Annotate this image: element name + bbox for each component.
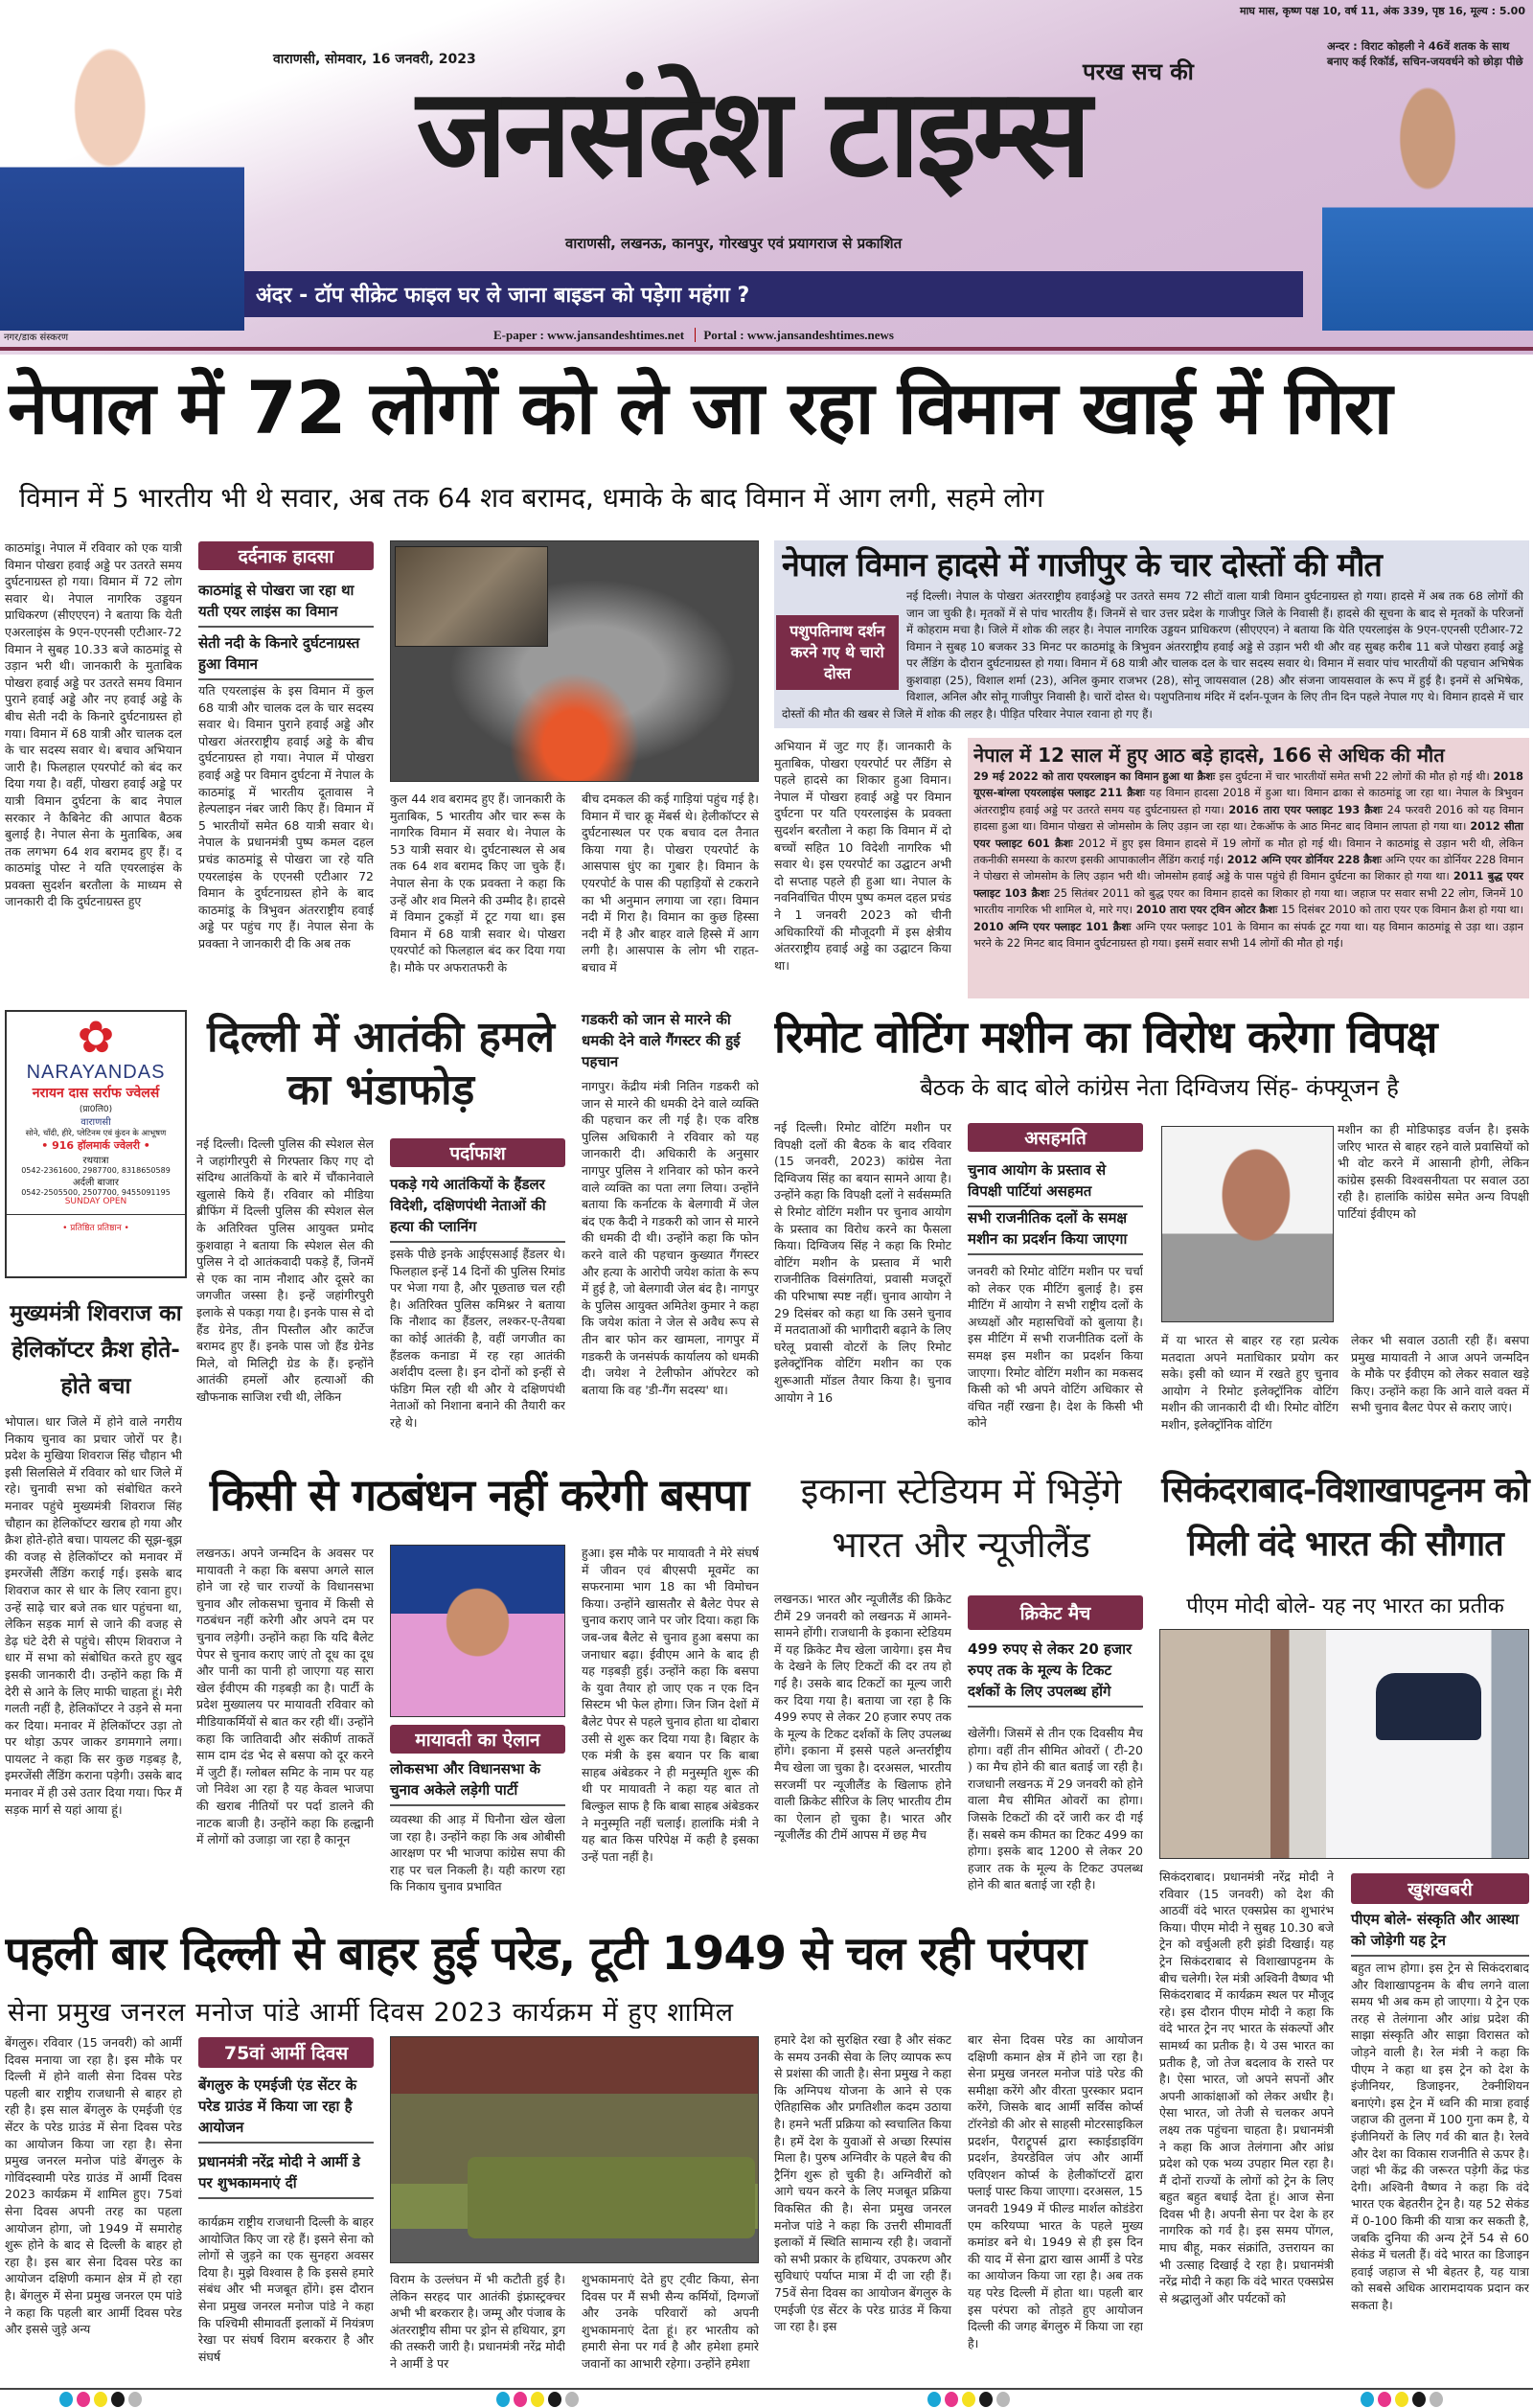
ad-name: नरायन दास सर्राफ ज्वेलर्स [32,1086,160,1101]
registration-dot [1361,2392,1374,2407]
biden-photo [0,34,244,331]
history-item [973,770,1494,783]
terror-label: पर्दाफाश [390,1138,565,1167]
evm-subhead: बैठक के बाद बोले कांग्रेस नेता दिग्विजय सिंह- कंफ्यूजन है [920,1074,1399,1101]
registration-dot [128,2392,142,2407]
army-col-5: हमारे देश को सुरक्षित रखा है और संकट के समय उनकी सेवा के लिए व्यापक रूप से प्रशंसा की जाती है। सेना प्रमुख ने कहा कि अग्निपथ योजना के आने से एक ऐतिहासिक और प्रगतिशील कदम उठाया है। हमने भर्ती प्रक्रिया को स्वचालित किया है। हमें देश के युवाओं से अच्छा रिस्पांस मिला है। पुरुष अग्निवीर के पहले बैच की ट्रैनिंग शुरू हो चुकी है। अग्निवीरों को आगे चयन करने के लिए मजबूत प्रक्रिया विकसित की है। सेना प्रमुख जनरल मनोज पांडे ने कहा कि उत्तरी सीमावर्ती इलाकों में स्थिति सामान्य रही है। जवानों को सभी प्रकार के हथियार, उपकरण और सुविधाएं पर्याप्त मात्रा में दी जा रही हैं। 75वें सेना दिवस का आयोजन बेंगलुरु के एमईजी एंड सेंटर के परेड ग्राउंड में किया जा रहा है। इस [774,2032,951,2334]
registration-dot [548,2392,561,2407]
registration-dot [927,2392,941,2407]
army-subhead: सेना प्रमुख जनरल मनोज पांडे आर्मी दिवस 2023 कार्यक्रम में हुए शामिल [8,1998,735,2028]
ad-pvt: (प्रा0लि0) [79,1105,113,1114]
train-window [1376,1673,1481,1740]
registration-dot [514,2392,527,2407]
ad-branch-1: रथयात्रा [82,1156,109,1166]
bsp-col-3: हुआ। इस मौके पर मायावती ने मेरे संघर्ष में जीवन एवं बीएसपी मूवमेंट का सफरनामा भाग 18 का भी विमोचन किया। उन्होंने खासतौर से बैलेट पेपर से चुनाव कराए जाने पर जोर दिया। कहा कि जब-जब बैलेट से चुनाव हुआ बसपा का जनाधार बढ़ा। ईवीएम आने के बाद ही यह गड़बड़ी हुई। उन्होंने कहा कि बसपा के युवा तैयार हो जाए एक न एक दिन सिस्टम भी फेल होगा। जिन जिन देशों में बैलेट पेपर से पहले चुनाव होता था दोबारा उसी से शुरू कर दिया गया है। बिहार के एक मंत्री के इस बयान पर कि बाबा साहब अंबेडकर ने ही मनुस्मृति शुरू की थी पर मायावती ने कहा यह बात तो बिल्कुल साफ है कि बाबा साहब अंबेडकर ने मनुस्मृति नहीं चलाई। हालांकि मंत्री ने यह बात किस परिपेक्ष में कही है इसका उन्हें पता नहीं है। [582,1546,759,1864]
history-list [973,768,1523,952]
army-col-6: बार सेना दिवस परेड का आयोजन दक्षिणी कमान क्षेत्र में होने जा रहा है। सेना प्रमुख जनरल मनोज पांडे परेड की समीक्षा करेंगे और वीरता पुरस्कार प्रदान करेंगे, जिसके बाद आर्मी सर्विस कोर्प्स टॉरनेडो की ओर से साहसी मोटरसाइकिल प्रदर्शन, पैराट्रूपर्स द्वारा स्काईडाइविंग प्रदर्शन, डेयरडेविल जंप और आर्मी एविएशन कोर्प्स के हेलीकॉप्टरों द्वारा फ्लाई पास्ट किया जाएगा। दरअसल, 15 जनवरी 1949 में फील्ड मार्शल कोडंडेरा एम करियप्पा भारत के पहले मुख्य कमांडर बने थे। 1949 से ही इस दिन की याद में सेना द्वारा खास आर्मी डे परेड का आयोजन किया जा रहा है। अब तक यह परेड दिल्ली में होता था। पहली बार इस परंपरा को तोड़ते हुए आयोजन दिल्ली की जगह बेंगलुरु में किया जा रहा है। [968,2032,1143,2351]
nepal-label: दर्दनाक हादसा [198,541,374,570]
evm-headline: रिमोट वोटिंग मशीन का विरोध करेगा विपक्ष [774,1011,1437,1063]
registration-dot [496,2392,510,2407]
crash-photo [390,540,759,782]
nepal-col-1: काठमांडू। नेपाल में रविवार को एक यात्री विमान पोखरा हवाई अड्डे पर उतरते समय दुर्घटनाग्रस्त हो गया। विमान में 72 लोग सवार थे। नेपाल नागरिक उड्डयन प्राधिकरण (सीएएएन) ने बताया कि येती एअरलाइंस के 9एन-एएनसी एटीआर-72 विमान ने सुबह 10.33 बजे काठमांडू से उड़ान भरी थी। जानकारी के मुताबिक पोखरा हवाई अड्डे पर उतरते समय विमान पुराने हवाई अड्डे और नए हवाई अड्डे के बीच सेती नदी के किनारे दुर्घटनाग्रस्त हो गया। विमान में 68 यात्री और चालक दल के चार सदस्य सवार थे। बचाव अभियान जारी है। फिलहाल एयरपोर्ट को बंद कर दिया गया है। वहीं, पोखरा हवाई अड्डे पर यात्री विमान दुर्घटना के बाद नेपाल सरकार ने कैबिनेट की आपात बैठक बुलाई है। नेपाल सेना के मुताबिक, अब तक लगभग 64 शव बरामद हुए हैं। द काठमांडू पोस्ट ने यति एयरलाइंस के प्रवक्ता सुदर्शन बरतौला के माध्यम से जानकारी दी कि दुर्घटनाग्रस्त हुए [5,540,182,909]
army-headline: पहली बार दिल्ली से बाहर हुई परेड, टूटी 1949 से चल रही परंपरा [5,1927,1087,1981]
evm-sub-2: सभी राजनीतिक दलों के समक्ष मशीन का प्रदर्शन किया जाएगा [968,1207,1143,1255]
flower-logo-icon: ✿ [77,1011,115,1063]
cricket-col-2: खेलेंगी। जिसमें से तीन एक दिवसीय मैच होगा। वहीं तीन सीमित ओवरों ( टी-20 ) का मैच होने की बात बताई जा रही है। राजधानी लखनऊ में 29 जनवरी को होने वाला मैच सीमित ओवरों का होगा। जिसके टिकटों की दरें जारी कर दी गई हैं। सबसे कम कीमत का टिकट 499 का होगा। इसके बाद 1200 से लेकर 20 हजार तक के मूल्य के टिकट उपलब्ध होने की बात बताई जा रही है। [968,1726,1143,1892]
terror-sub: पकड़े गये आतंकियों के हैंडलर विदेशी, दक्षिणपंथी नेताओं की हत्या की प्लानिंग [390,1174,565,1243]
bsp-label: मायावती का ऐलान [390,1725,565,1754]
gadkari-body: नागपुर। केंद्रीय मंत्री नितिन गडकरी को जान से मारने की धमकी देने वाले व्यक्ति की पहचान कर ली गई है। एक वरिष्ठ पुलिस अधिकारी ने रविवार को यह जानकारी दी। अधिकारी के अनुसार नागपुर पुलिस ने शनिवार को फोन करने वाले व्यक्ति का पता लगा लिया। उन्होंने बताया कि कर्नाटक के बेलगावी में जेल बंद एक कैदी ने गडकरी को जान से मारने की धमकी दी थी। उन्होंने कहा कि फोन करने वाले की पहचान कुख्यात गैंगस्टर और हत्या के आरोपी जयेश कांता के रूप में हुई है, जो बेलगावी जेल बंद है। नागपुर के पुलिस आयुक्त अमितेश कुमार ने कहा कि जयेश कांता ने जेल से अवैध रूप से तीन बार फोन कर खामला, नागपुर में गडकरी के जनसंपर्क कार्यालय को धमकी दी। जयेश ने टेलीफोन ऑपरेटर को बताया कि वह 'डी-गैंग सदस्य' था। [582,1079,759,1397]
ad-footer: • प्रतिष्ठित प्रतिष्ठान • [7,1214,185,1233]
registration-dot [111,2392,125,2407]
bsp-col-2: व्यवस्था की आड़ में घिनौना खेल खेला जा रहा है। उन्होंने कहा कि अब ओबीसी आरक्षण पर भी भाजपा कांग्रेस सपा की राह पर चल निकली है। यही कारण रहा कि निकाय चुनाव प्रभावित [390,1812,565,1894]
history-box [968,738,1529,998]
ghazipur-body: नई दिल्ली। नेपाल के पोखरा अंतरराष्ट्रीय हवाईअड्डे पर उतरते समय 72 सीटों वाला यात्री विमान दुर्घटनाग्रस्त हो गया। हादसे में अब तक 68 लोगों की जान जा चुकी है। मृतकों में से पांच भारतीय हैं। जिनमें से चार उत्तर प्रदेश के गाजीपुर जिले के निवासी हैं। हादसे की सूचना के बाद से मृतकों के परिजनों में कोहराम मचा है। जिले में शोक की लहर है। नेपाल नागरिक उड्डयन प्राधिकरण (सीएएएन) ने बताया कि येति एयरलाइंस के 9एन-एएनसी एटीआर-72 विमान ने सुबह 10 बजकर 33 मिनट पर काठमांडू के त्रिभुवन अंतरराष्ट्रीय हवाई अड्डे से उड़ान भरी थी और वह सुबह करीब 11 बजे पोखरा हवाई अड्डे पर लैंडिंग के दौरान दुर्घटनाग्रस्त हो गया। विमान में 68 यात्री और चालक दल के चार सदस्य सवार थे। विमान में सवार पांच भारतीयों की पहचान अभिषेक कुशवाहा (25), विशाल शर्मा (23), अनिल कुमार राजभर (28), सोनू जायसवाल (28) और संजना जायसवाल के रूप में हुई है। इनमें से अभिषेक, विशाल, अनिल और सोनू गाजीपुर निवासी है। चारों दोस्त थे। पशुपतिनाथ मंदिर में दर्शन-पूजन के लिए तीन दिन पहले नेपाल गए थे। विमान हादसे में चार दोस्तों की मौत की खबर से जिले में शोक की लहर है। पीड़ित परिवार नेपाल रवाना हो गए हैं। [782,589,1523,721]
history-item-text: अग्नि एयर फ्लाइट 101 के विमान का संपर्क टूट गया था। यह विमान काठमांडू से उड़ा था। उड़ान भरने के 22 मिनट बाद विमान दुर्घटनाग्रस्त हो गया। इसमें सवार सभी 14 लोगों की मौत हो गई। [973,920,1524,951]
registration-dot [1430,2392,1443,2407]
published-cities: वाराणसी, लखनऊ, कानपुर, गोरखपुर एवं प्रयागराज से प्रकाशित [565,235,903,252]
lead-subhead: विमान में 5 भारतीय भी थे सवार, अब तक 64 शव बरामद, धमाके के बाद विमान में आग लगी, सहमे लोग [19,482,1044,514]
edition: नगर/डाक संस्करण [4,333,69,343]
history-headline: नेपाल में 12 साल में हुए आठ बड़े हादसे, 166 से अधिक की मौत [973,744,1445,767]
nepal-col-2: यति एयरलाइंस के इस विमान में कुल 68 यात्री और चालक दल के चार सदस्य सवार थे। विमान पुराने हवाई अड्डे और पोखरा अंतरराष्ट्रीय हवाई अड्डे के बीच दुर्घटनाग्रस्त हो गया। नेपाल में पोखरा हवाई अड्डे पर विमान दुर्घटना में नेपाल के काठमांडू में भारतीय दूतावास ने हेल्पलाइन नंबर जारी किए हैं। विमान में 5 भारतीयों समेत 68 यात्री सवार थे। नेपाल के प्रधानमंत्री पुष्प कमल दहल प्रचंड काठमांडू से पोखरा जा रहे यति एयरलाइंस के एएनसी एटीआर 72 विमान के दुर्घटनाग्रस्त होने के बाद काठमांडू के त्रिभुवन अंतरराष्ट्रीय हवाई अड्डे पर पहुंच गए हैं। नेपाल सेना के प्रवक्ता ने जानकारी दी कि अब तक [198,683,374,951]
terror-headline: दिल्ली में आतंकी हमले का भंडाफोड़ [207,1013,555,1114]
dateline: वाराणसी, सोमवार, 16 जनवरी, 2023 [273,52,476,67]
history-item-text: 15 दिसंबर 2010 को तारा एयर एक विमान क्रैश हो गया था। [1281,904,1523,917]
vande-col-1: सिकंदराबाद। प्रधानमंत्री नरेंद्र मोदी ने रविवार (15 जनवरी) को देश की आठवीं वंदे भारत एक्सप्रेस का शुभारंभ किया। पीएम मोदी ने सुबह 10.30 बजे ट्रेन को वर्चुअली हरी झंडी दिखाई। यह ट्रेन सिकंदराबाद से विशाखापट्टनम के बीच चलेगी। रेल मंत्री अश्विनी वैष्णव भी सिकंदराबाद में कार्यक्रम स्थल पर मौजूद रहे। इस दौरान पीएम मोदी ने कहा कि वंदे भारत ट्रेन नए भारत के संकल्पों और सामर्थ्य का प्रतीक है। ये उस भारत का प्रतीक है, जो तेज बदलाव के रास्ते पर है। ऐसा भारत, जो अपने सपनों और अपनी आकांक्षाओं को लेकर अधीर है। ऐसा भारत, जो तेजी से चलकर अपने लक्ष्य तक पहुंचना चाहता है। प्रधानमंत्री ने कहा कि आज तेलंगाना और आंध्र प्रदेश को एक भव्य उपहार मिल रहा है। मैं दोनों राज्यों के लोगों को ट्रेन के लिए बहुत बहुत बधाई देता हूं। आज सेना दिवस भी है। अपनी सेना पर देश के हर नागरिक को गर्व है। इस समय पोंगल, माघ बीहू, मकर संक्रांति, उत्तरायन का भी उत्साह दिखाई दे रहा है। प्रधानमंत्री नरेंद्र मोदी ने कहा कि वंदे भारत एक्सप्रेस से श्रद्धालुओं और पर्यटकों को [1159,1869,1334,2305]
registration-marks [1361,2392,1443,2407]
history-item-title: 2012 सीता एयर फ्लाइट 601 क्रैशः [973,820,1523,850]
vande-col-2: बहुत लाभ होगा। इस ट्रेन से सिकंदराबाद और विशाखापट्टनम के बीच लगने वाला समय भी अब कम हो जाएगा। ये ट्रेन एक तरह से तेलंगाना और आंध्र प्रदेश की साझा संस्कृति और साझा विरासत को जोड़ने वाली है। रेल मंत्री ने कहा कि पीएम ने कहा था इस ट्रेन को देश के इंजीनियर, डिजाइनर, टेक्नीशियन बनाएंगे। इस ट्रेन में ध्वनि की मात्रा हवाई जहाज की तुलना में 100 गुना कम है, ये इंजीनियरों के लिए गर्व की बात है। रेलवे और देश का विकास राजनीति से ऊपर है। जहां भी केंद्र की जरूरत पड़ेगी केंद्र फंड देगी। अश्विनी वैष्णव ने कहा कि वंदे भारत एक बेहतरीन ट्रेन है। यह 52 सेकंड में 0-100 किमी की यात्रा कर सकती है, जबकि दुनिया की अन्य ट्रेनें 54 से 60 सेकंड में चलती हैं। वंदे भारत का डिजाइन हवाई जहाज से भी बेहतर है, यह यात्रा को सबसे अधिक आरामदायक प्रदान कर सकता है। [1351,1961,1529,2312]
nepal-sub-2: सेती नदी के किनारे दुर्घटनाग्रस्त हुआ विमान [198,632,374,680]
history-item-title: 2010 अग्नि एयर फ्लाइट 101 क्रैशः [973,920,1136,933]
registration-dot [979,2392,993,2407]
issue-meta: माघ मास, कृष्ण पक्ष 10, वर्ष 11, अंक 339, पृष्ठ 16, मूल्य : 5.00 [1239,5,1525,17]
history-item-title: 2012 अग्नि एयर डोर्नियर 228 क्रैशः [1226,854,1385,867]
kohli-photo [1322,84,1533,331]
bsp-col-1: लखनऊ। अपने जन्मदिन के अवसर पर मायावती ने कहा कि बसपा अगले साल होने जा रहे चार राज्यों के विधानसभा चुनाव और लोकसभा चुनाव में किसी से गठबंधन नहीं करेगी और अपने दम पर चुनाव लड़ेगी। उन्होंने कहा कि यदि बैलेट पेपर से चुनाव कराए जाएं तो दूध का दूध और पानी का पानी हो जाएगा यह सारा खेल ईवीएम की गड़बड़ी का है। पार्टी के प्रदेश मुख्यालय पर मायावती रविवार को मीडियाकर्मियों से बात कर रही थीं। उन्होंने कहा कि जातिवादी और संकीर्ण ताकतें साम दाम दंड भेद से बसपा को दूर करने में जुटी हैं। ग्लोबल समिट के नाम पर यह जो निवेश आ रहा है यह केवल भाजपा की खराब नीतियों पर पर्दा डालने की नाटक बाजी है। उन्होंने कहा कि हल्द्वानी में लोगों को उजाड़ा जा रहा है कानून [196,1546,374,1847]
evm-col-2: जनवरी को रिमोट वोटिंग मशीन पर चर्चा को लेकर एक मीटिंग बुलाई है। इस मीटिंग में आयोग ने सभी राष्ट्रीय दलों के अध्यक्षों और महासचिवों को बुलाया है। इस मीटिंग में सभी राजनीतिक दलों के समक्ष इस मशीन का प्रदर्शन किया जाएगा। रिमोट वोटिंग मशीन का मकसद किसी को भी अपने वोटिंग अधिकार से वंचित नहीं रखना है। देश के किसी भी कोने [968,1264,1143,1431]
history-item-text: 2012 में हुए इस विमान हादसे में 19 लोगों क मौत हो गई थी। विमान ने काठमांडू से उड़ान भरी थी, लेकिन तकनीकी समस्या के कारण इसकी आपाकालीन लैंडिंग कराई गई। [973,837,1524,867]
vande-bharat-photo [1159,1629,1529,1859]
army-col-1: बेंगलुरु। रविवार (15 जनवरी) को आर्मी दिवस मनाया जा रहा है। इस मौके पर दिल्ली में होने वाली सेना दिवस परेड पहली बार राष्ट्रीय राजधानी से बाहर हो रही है। इस साल बेंगलुरु के एमईजी एंड सेंटर के परेड ग्राउंड में सेना दिवस परेड का आयोजन किया जा रहा है। सेना प्रमुख जनरल मनोज पांडे बेंगलुरु के गोविंदस्वामी परेड ग्राउंड में आर्मी दिवस 2023 कार्यक्रम में शामिल हुए। 75वां सेना दिवस अपनी तरह का पहला आयोजन होगा, जो 1949 में समारोह शुरू होने के बाद से दिल्ली के बाहर हो रहा है। इस बार सेना दिवस परेड का आयोजन दक्षिणी कमान क्षेत्र में हो रहा है। बेंगलुरु में सेना प्रमुख जनरल एम पांडे ने कहा कि पहली बार आर्मी दिवस परेड और इससे जुड़े अन्य [5,2035,182,2337]
history-item-text: अग्नि एयर का डोर्नियर 228 विमान ने पोखरा से जोमसोम के लिए उड़ान भरी थी। जोमसोम हवाई अड्डे के पास पहुंचे ही विमान दुर्घटना का शिकार हो गया था। [973,854,1523,883]
history-item-text: 24 फरवरी 2016 को यह विमान हादसा हुआ था। विमान पोखरा से जोमसोम के लिए उड़ान जा रहा था। टेकऑफ के आठ मिनट बाद विमान लापता हो गया था। [973,803,1523,834]
history-item-title: 2016 तारा एयर फ्लाइट 193 क्रैशः [1228,803,1387,816]
history-item-title: 29 मई 2022 को तारा एयरलाइन का विमान हुआ था क्रैशः [973,770,1220,783]
registration-dot [531,2392,544,2407]
army-sub-1: बेंगलुरु के एमईजी एंड सेंटर के परेड ग्राउंड में किया जा रहा है आयोजन [198,2075,374,2144]
digvijay-photo [1161,1126,1334,1322]
ad-sunday: SUNDAY OPEN [64,1197,127,1206]
bsp-sub: लोकसभा और विधानसभा के चुनाव अकेले लड़ेगी पार्टी [390,1758,565,1806]
registration-marks [496,2392,579,2407]
masthead [0,0,1533,355]
history-item-text: यह विमान हादसा 2018 में हुआ था। विमान ढाका से काठमांडू जा रहा था। नेपाल के त्रिभुवन अंतरराष्ट्रीय हवाई अड्डे पर उतरते समय यह दुर्घटनाग्रस्त हो गया। [973,787,1523,816]
inside-right-teaser: अन्दर : विराट कोहली ने 46वें शतक के साथ बनाए कई रिकॉर्ड, सचिन-जयवर्धने को छोड़ा पीछे [1327,39,1523,68]
nepal-col-5: अभियान में जुट गए हैं। जानकारी के मुताबिक, पोखरा एयरपोर्ट पर लैंडिंग से पहले हादसे का शिकार हुआ विमान। नेपाल में पोखरा हवाई अड्डे पर विमान दुर्घटना पर यति एयरलाइंस के प्रवक्ता सुदर्शन बरतौला ने कहा कि विमान में दो बच्चों सहित 10 विदेशी नागरिक भी सवार थे। इस एयरपोर्ट का उद्घाटन अभी दो सप्ताह पहले ही हुआ था। नेपाल के नवनिर्वाचित पीएम पुष्प कमल दहल प्रचंड ने 1 जनवरी 2023 को चीनी अधिकारियों की मौजूदगी में इस क्षेत्रीय अंतरराष्ट्रीय हवाई अड्डे का उद्घाटन किया था। [774,739,951,973]
registration-dot [1378,2392,1391,2407]
registration-marks [59,2392,142,2407]
evm-col-1: नई दिल्ली। रिमोट वोटिंग मशीन पर विपक्षी दलों की बैठक के बाद रविवार (15 जनवरी, 2023) कांग्रेस नेता दिग्विजय सिंह का बयान सामने आया है। उन्होंने कहा कि विपक्षी दलों ने सर्वसम्मति से रिमोट वोटिंग मशीन पर चुनाव आयोग के प्रस्ताव का विरोध करने का फैसला किया। दिग्विजय सिंह ने कहा कि रिमोट वोटिंग मशीन के प्रस्ताव में भारी राजनीतिक विसंगतियां, प्रवासी मजदूरों की परिभाषा स्पष्ट नहीं। चुनाव आयोग ने 29 दिसंबर को कहा था कि उसने चुनाव में मतदाताओं की भागीदारी बढ़ाने के लिए घरेलू प्रवासी वोटरों के लिए रिमोट इलेक्ट्रॉनिक वोटिंग मशीन का एक शुरूआती मॉडल तैयार किया है। चुनाव आयोग ने 16 [774,1120,951,1405]
nepal-col-4: बीच दमकल की कई गाड़ियां पहुंच गई है। विमान में चार क्रू मेंबर्स थे। हेलीकॉप्टर से दुर्घटनास्थल पर एक बचाव दल तैनात किया गया है। पोखरा एयरपोर्ट के आसपास धुंए का गुबार है। विमान के एयरपोर्ट के पास की पहाड़ियों से टकराने का भी अनुमान लगाया जा रहा। विमान नदी में गिरा है। विमान का कुछ हिस्सा नदी में है और बाहर वाले हिस्से में आग लगी है। आसपास के लोग भी राहत-बचाव में [582,791,759,975]
army-parade-photo [390,2036,759,2263]
registration-dot [565,2392,579,2407]
army-col-4: शुभकामनाएं देते हुए ट्वीट किया, सेना दिवस पर मैं सभी सैन्य कर्मियों, दिग्गजों और उनके परिवारों को अपनी शुभकामनाएं देता हूं। हर भारतीय को हमारी सेना पर गर्व है और हमेशा हमारे जवानों का आभारी रहेगा। उन्होंने हमेशा [582,2272,759,2371]
gadkari-headline: गडकरी को जान से मारने की धमकी देने वाले गैंगस्टर की हुई पहचान [582,1011,741,1070]
evm-label: असहमति [968,1123,1143,1152]
history-item-title: 2018 यूएस-बांग्ला एयरलाइंस फ्लाइट 211 क्रैशः [973,770,1523,800]
vande-sub: पीएम बोले- संस्कृति और आस्था को जोड़ेगी यह ट्रेन [1351,1909,1529,1957]
masthead-rule [0,347,1533,351]
portal-link[interactable]: Portal : www.jansandeshtimes.news [703,328,894,342]
logo: जनसंदेश टाइम्स [416,62,1088,205]
ghazipur-headline: नेपाल विमान हादसे में गाजीपुर के चार दोस्तों की मौत [782,546,1382,585]
evm-col-5: लेकर भी सवाल उठाती रही हैं। बसपा प्रमुख मायावती ने आज अपने जन्मदिन के मौके पर ईवीएम को लेकर सवाल खड़े किए। उन्होंने कहा कि आने वाले वक्त में सभी चुनाव बैलट पेपर से कराए जाएं। [1351,1333,1529,1415]
evm-col-4: में या भारत से बाहर रह रहा प्रत्येक मतदाता अपने मताधिकार प्रयोग कर सके। इसी को ध्यान में रखते हुए चुनाव आयोग ने रिमोट इलेक्ट्रॉनिक वोटिंग मशीन की जानकारी दी थी। रिमोट वोटिंग मशीन, इलेक्ट्रॉनिक वोटिंग [1161,1333,1339,1432]
lead-headline: नेपाल में 72 लोगों को ले जा रहा विमान खाई में गिरा [8,365,1392,450]
history-item-text: 25 सितंबर 2011 को बुद्ध एयर का विमान हादसे का शिकार हो गया था। जहाज पर सवार सभी 22 लोग, जिनमें 10 भारतीय नागरिक भी शामिल थे, मारे गए। [973,886,1523,917]
registration-dot [962,2392,975,2407]
vande-label: खुशखबरी [1351,1873,1529,1904]
ad-phone-2: 0542-2505500, 2507700, 9455091195 [21,1188,171,1197]
registration-dot [1395,2392,1408,2407]
jeep [468,2157,755,2238]
inside-teaser[interactable]: अंदर - टॉप सीक्रेट फाइल घर ले जाना बाइडन को पड़ेगा महंगा ? [256,284,750,308]
inside-teaser-banner [244,271,1303,317]
mayawati-photo [390,1545,565,1717]
footer-rule [0,2388,1533,2390]
tagline: परख सच की [1083,58,1194,85]
army-label: 75वां आर्मी दिवस [198,2037,374,2068]
jeweller-ad[interactable] [5,1010,187,1278]
cricket-label: क्रिकेट मैच [968,1595,1143,1630]
registration-dot [996,2392,1010,2407]
nepal-col-3: कुल 44 शव बरामद हुए हैं। जानकारी के मुताबिक, 5 भारतीय और चार रूस के नागरिक विमान में सवार थे। नेपाल के 53 यात्री सवार थे। दुर्घटनास्थल से अब तक 64 शव बरामद किए जा चुके हैं। नेपाल सेना के एक प्रवक्ता ने कहा कि उन्हें और शव मिलने की उम्मीद है। हादसे में विमान टुकड़ों में टूट गया था। इस विमान में 68 यात्री सवार थे। पोखरा एयरपोर्ट को फिलहाल बंद कर दिया गया है। मौके पर अफरातफरी के [390,791,565,975]
history-item-text: इस दुर्घटना में चार भारतीयों समेत सभी 22 लोगों की मौत हो गई थी। [1219,770,1494,783]
ad-brand: NARAYANDAS [26,1062,166,1083]
terror-col-2: इसके पीछे इनके आईएसआई हैंडलर थे। फिलहाल इन्हें 14 दिनों की पुलिस रिमांड पर भेजा गया है, और पूछताछ चल रही है। अतिरिक्त पुलिस कमिश्नर ने बताया कि नौशाद का हैंडलर, लश्कर-ए-तैयबा का कोई आतंकी है, वहीं जगजीत का हैंडलक कनाडा में रह रहा आतंकी अर्शदीप दल्ला है। इन दोनों को इन्हीं से फंडिग मिल रही थी और ये दक्षिणपंथी नेताओं को निशाना बनाने की तैयारी कर रहे थे। [390,1247,565,1430]
history-item [973,921,1523,950]
bsp-headline: किसी से गठबंधन नहीं करेगी बसपा [209,1469,749,1521]
history-item-title: 2010 तारा एयर ट्विन ओटर क्रैशः [1135,904,1282,917]
army-sub-2: प्रधानमंत्री नरेंद्र मोदी ने आर्मी डे पर शुभकामनाएं दीं [198,2151,374,2199]
ad-city: वाराणसी [80,1117,111,1128]
cricket-headline: इकाना स्टेडियम में भिड़ेंगे भारत और न्यूजीलैंड [800,1470,1122,1566]
history-item-title: 2011 बुद्ध एयर फ्लाइट 103 क्रैशः [973,870,1523,900]
nepal-sub-1: काठमांडू से पोखरा जा रहा था यती एयर लाइंस का विमान [198,580,374,628]
shivraj-headline: मुख्यमंत्री शिवराज का हेलिकॉप्टर क्रैश होते-होते बचा [10,1301,182,1399]
shivraj-body: भोपाल। धार जिले में होने वाले नगरीय निकाय चुनाव का प्रचार जोरों पर है। प्रदेश के मुखिया शिवराज सिंह चौहान भी इसी सिलसिले में रविवार को धार जिले में रहे। चुनावी सभा को संबोधित करने मनावर पहुंचे मुख्यमंत्री शिवराज सिंह चौहान का हेलिकॉप्टर खराब हो गया और क्रैश होते-होते बचा। पायलट की सूझ-बूझ की वजह से हेलिकॉप्टर को मनावर में इमरजेंसी लैंडिंग कराई गई। इसके बाद शिवराज कार से धार के लिए रवाना हुए। उन्हें साढ़े चार बजे तक धार पहुंचना था, लेकिन सड़क मार्ग से जाने की वजह से डेढ़ घंटे देरी से पहुंचे। सीएम शिवराज ने धार में सभा को संबोधित करते हुए खुद इसकी जानकारी दी। उन्होंने कहा कि मैं देरी से आने के लिए माफी चाहता हूं। मेरी गलती नहीं है, हेलिकॉप्टर ने उड़ने से मना कर दिया। मनावर में हेलिकॉप्टर उड़ा तो पर थोड़ा ऊपर जाकर डगमगाने लगा। पायलट ने कहा कि सर कुछ गड़बड़ है, इमरजेंसी लैंडिंग कराना पड़ेगी। उसके बाद मनावर में ही उसे उतार दिया गया। फिर मैं सड़क मार्ग से यहां आया हूं। [5,1414,182,1817]
registration-dot [945,2392,958,2407]
ad-branch-2: अर्दली बाजार [73,1178,119,1188]
registration-dot [1412,2392,1426,2407]
crash-inset-photo [395,546,548,647]
web-links [493,328,894,343]
army-col-2: कार्यक्रम राष्ट्रीय राजधानी दिल्ली के बाहर आयोजित किए जा रहे हैं। इसने सेना को लोगों से जुड़ने का एक सुनहरा अवसर दिया है। मुझे विश्वास है कि इससे हमारे संबंध और भी मजबूत होंगे। इस दौरान सेना प्रमुख जनरल मनोज पांडे ने कहा कि पश्चिमी सीमावर्ती इलाकों में नियंत्रण रेखा पर संघर्ष विराम बरकरार है और संघर्ष [198,2214,374,2364]
army-col-3: विराम के उल्लंघन में भी कटौती हुई है। लेकिन सरहद पार आतंकी इंफ्रास्ट्रक्चर अभी भी बरकरार है। जम्मू और पंजाब के अंतरराष्ट्रीय सीमा पर ड्रोन से हथियार, ड्रग की तस्करी जारी है। प्रधानमंत्री नरेंद्र मोदी ने आर्मी डे पर [390,2272,565,2371]
vande-headline: सिकंदराबाद-विशाखापट्टनम को मिली वंदे भारत की सौगात [1161,1471,1529,1564]
evm-sub-1: चुनाव आयोग के प्रस्ताव से विपक्षी पार्टियां असहमत [968,1159,1143,1207]
registration-dot [94,2392,107,2407]
ad-phone-1: 0542-2361600, 2987700, 8318650589 [21,1166,171,1175]
vande-subhead: पीएम मोदी बोले- यह नए भारत का प्रतीक [1186,1594,1504,1618]
history-item [1136,904,1523,916]
registration-marks [927,2392,1010,2407]
ghazipur-label: पशुपतिनाथ दर्शन करने गए थे चारो दोस्त [776,615,899,690]
ad-desc: सोने, चाँदी, हीरे, प्लेटिनम एवं कुंदन के आभूषण [25,1129,167,1138]
epaper-link[interactable]: E-paper : www.jansandeshtimes.net [493,328,685,342]
registration-dot [77,2392,90,2407]
ghazipur-box [774,540,1529,728]
evm-col-3: मशीन का ही मोडिफाइड वर्जन है। इसके जरिए भारत से बाहर रहने वाले प्रवासियों को भी वोट करने में आसानी होगी, लेकिन कांग्रेस इसकी विश्वसनीयता पर सवाल उठा रही है। हालांकि कांग्रेस समेत अन्य विपक्षी पार्टियां ईवीएम को [1338,1122,1529,1221]
cricket-col-1: लखनऊ। भारत और न्यूजीलैंड की क्रिकेट टीमें 29 जनवरी को लखनऊ में आमने-सामने होंगी। राजधानी के इकाना स्टेडियम में यह क्रिकेट मैच खेला जायेगा। इस मैच के देखने के लिए टिकटों की दर तय हो गई है। उसके बाद टिकटों का मूल्य जारी कर दिया गया है। बताया जा रहा है कि 499 रुपए से लेकर 20 हजार रुपए तक के मूल्य के टिकट दर्शकों के लिए उपलब्ध होंगे। इकाना में इससे पहले अन्तर्राष्ट्रीय मैच खेला जा चुका है। दरअसल, भारतीय सरजमीं पर न्यूजीलैंड के खिलाफ होने वाली क्रिकेट सीरिज के लिए भारतीय टीम का ऐलान हो चुका है। भारत और न्यूजीलैंड की टीमें आपस में छह मैच [774,1592,951,1843]
terror-col-1: नई दिल्ली। दिल्ली पुलिस की स्पेशल सेल ने जहांगीरपुरी से गिरफ्तार किए गए दो संदिग्ध आतंकियों के बारे में चौंकानेवाले खुलासे किये हैं। रविवार को मीडिया ब्रीफिंग में दिल्ली पुलिस की स्पेशल सेल के अतिरिक्त पुलिस आयुक्त प्रमोद कुशवाहा ने बताया कि स्पेशल सेल की पुलिस ने दो आतंकवादी पकड़े हैं, जिनमें से एक का नाम नौशाद और दूसरे का जगजीत जस्सा है। इन्हें जहांगीरपुरी इलाके से पकड़ा गया है। इनके पास से दो हैंड ग्रेनेड, तीन पिस्तौल और कार्टेज बरामद हुए हैं। इनके पास जो हैंड ग्रेनेड मिले, वो मिलिट्री ग्रेड के हैं। इन्होंने आतंकी हमलों और हत्याओं की खौफनाक साजिश रची थी, लेकिन [196,1136,374,1404]
registration-dot [59,2392,73,2407]
ad-hallmark: • 916 हॉलमार्क ज्वेलरी • [41,1139,150,1152]
cricket-sub: 499 रुपए से लेकर 20 हजार रुपए तक के मूल्य के टिकट दर्शकों के लिए उपलब्ध होंगे [968,1639,1143,1708]
